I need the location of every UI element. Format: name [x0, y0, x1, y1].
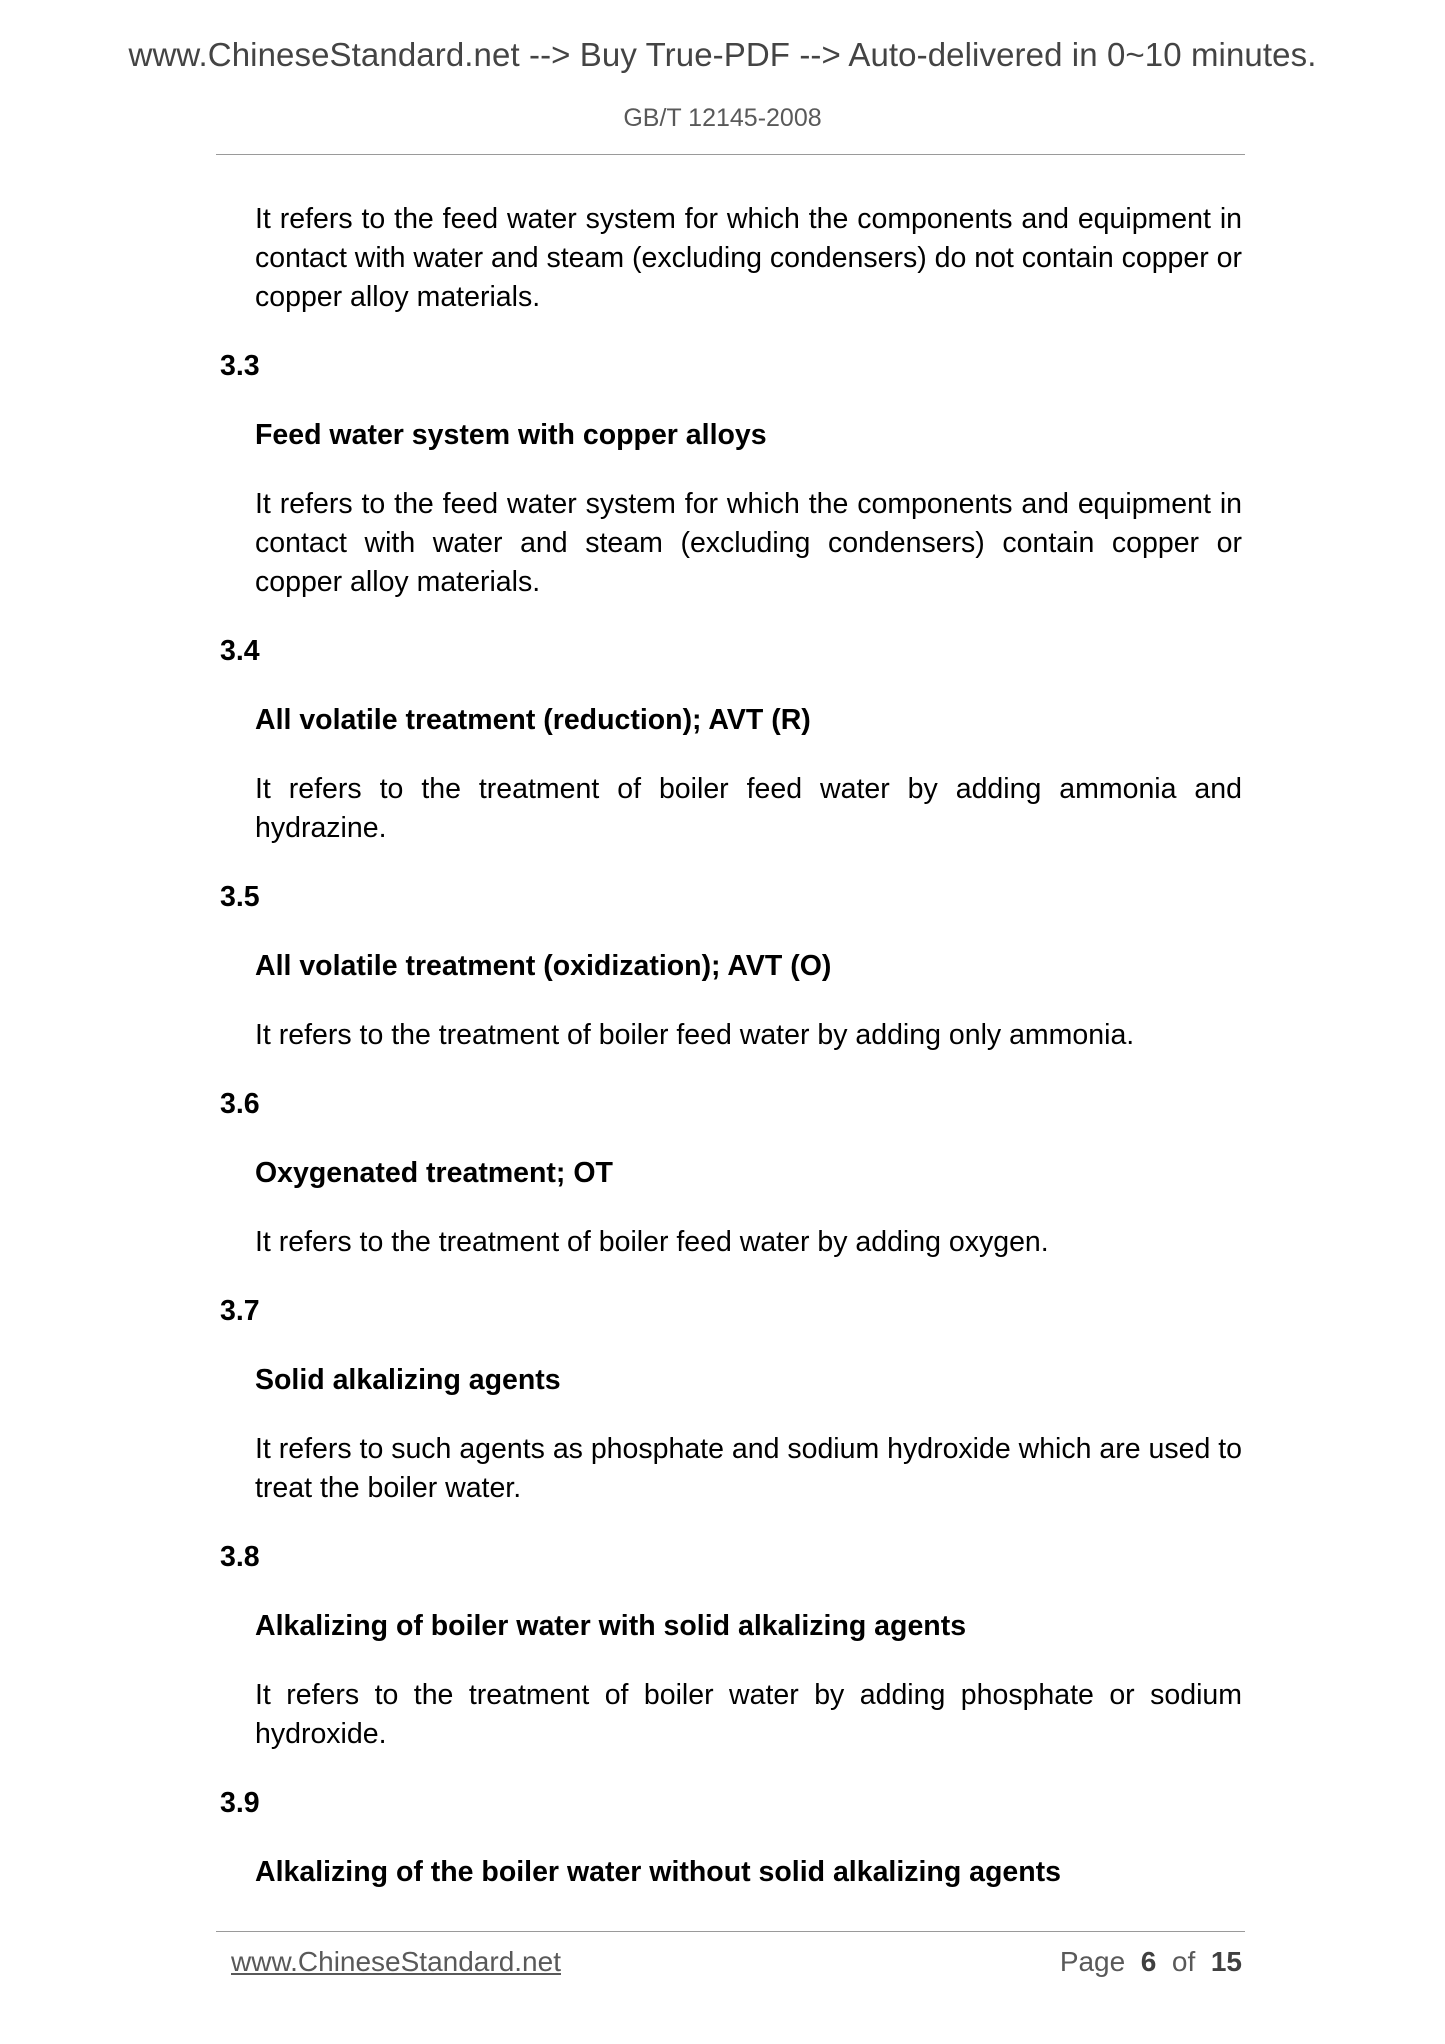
page-indicator	[1060, 1946, 1242, 1978]
page-total: 15	[1210, 1946, 1242, 1977]
header-divider	[216, 154, 1245, 155]
term-number: 3.7	[220, 1295, 260, 1327]
term-title: Solid alkalizing agents	[255, 1364, 561, 1396]
term-title: Oxygenated treatment; OT	[255, 1157, 613, 1189]
term-number: 3.3	[220, 350, 260, 382]
page-of-label: of	[1171, 1946, 1196, 1977]
footer-divider	[216, 1931, 1245, 1932]
term-3-7	[220, 1292, 1242, 1508]
term-number: 3.5	[220, 881, 260, 913]
standard-code: GB/T 12145-2008	[623, 104, 822, 132]
term-definition: It refers to such agents as phosphate and sodium hydroxide which are used to treat the boiler water.	[255, 1433, 1243, 1504]
term-title: All volatile treatment (reduction); AVT (R)	[255, 704, 811, 736]
term-3-3	[220, 347, 1242, 602]
term-definition: It refers to the treatment of boiler feed water by adding ammonia and hydrazine.	[255, 773, 1242, 844]
term-number: 3.4	[220, 635, 260, 667]
document-body	[220, 200, 1242, 1922]
term-number: 3.9	[220, 1787, 260, 1819]
page-current: 6	[1140, 1946, 1157, 1977]
term-3-9	[220, 1784, 1242, 1892]
term-definition: It refers to the treatment of boiler water by adding phosphate or sodium hydroxide.	[255, 1679, 1242, 1750]
term-3-8	[220, 1538, 1242, 1754]
term-number: 3.6	[220, 1088, 260, 1120]
term-definition: It refers to the feed water system for which the components and equipment in contact with water and steam (excluding condensers) contain copper or copper alloy materials.	[255, 488, 1242, 598]
intro-paragraph: It refers to the feed water system for which the components and equipment in contact with water and steam (excluding condensers) do not contain copper or copper alloy materials.	[255, 203, 1242, 313]
term-title: Alkalizing of boiler water with solid alkalizing agents	[255, 1610, 967, 1642]
footer-site-link[interactable]: www.ChineseStandard.net	[231, 1946, 561, 1977]
page-label: Page	[1059, 1946, 1126, 1977]
term-title: Feed water system with copper alloys	[255, 419, 767, 451]
term-number: 3.8	[220, 1541, 260, 1573]
term-title: Alkalizing of the boiler water without solid alkalizing agents	[255, 1856, 1062, 1888]
term-3-5	[220, 878, 1242, 1055]
term-3-6	[220, 1085, 1242, 1262]
site-banner: www.ChineseStandard.net --> Buy True-PDF --> Auto-delivered in 0~10 minutes.	[128, 36, 1317, 73]
term-3-4	[220, 632, 1242, 848]
term-definition: It refers to the treatment of boiler feed water by adding oxygen.	[255, 1226, 1049, 1258]
term-definition: It refers to the treatment of boiler feed water by adding only ammonia.	[255, 1019, 1135, 1051]
term-title: All volatile treatment (oxidization); AVT (O)	[255, 950, 832, 982]
